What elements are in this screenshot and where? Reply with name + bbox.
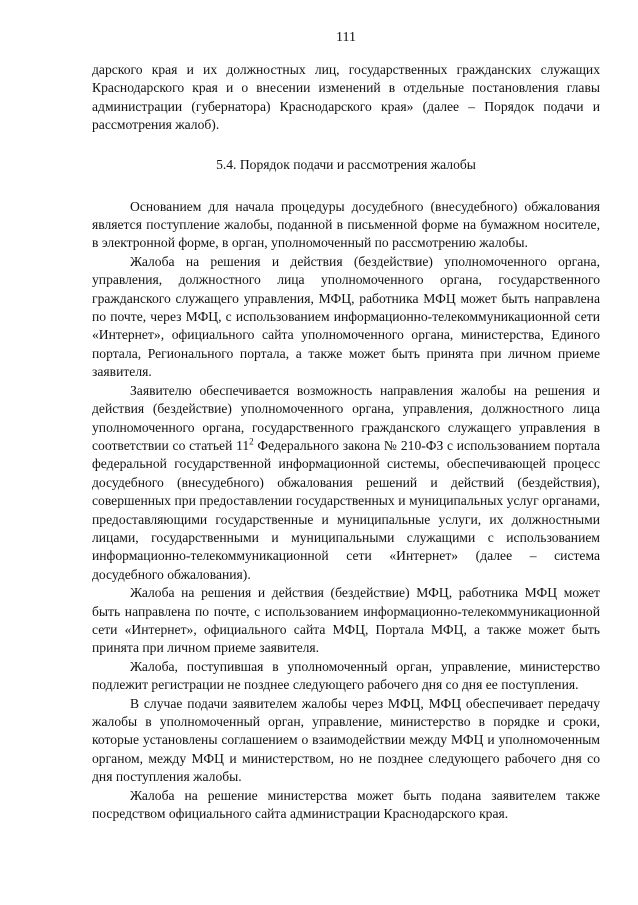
paragraph-pretrial-text-end: Федерального закона № 210-ФЗ с использованием портала федеральной государственной информационной системы, обеспечивающей процесс досудебного (внесудебного) обжалования решений и действий (бездействия), совершенных при предоставлении государственных и муниципальных услуг органами, предоставляющими государственные и муниципальные услуги, их должностными лицами, государственными и муниципальными служащими с использованием информационно-телекоммуникационной сети «Интернет» (далее – система досудебного обжалования).: [92, 437, 600, 582]
section-heading: 5.4. Порядок подачи и рассмотрения жалобы: [216, 156, 476, 172]
paragraph-ministry-website: Жалоба на решение министерства может быть подана заявителем также посредством официального сайта администрации Краснодарского края.: [92, 787, 600, 822]
intro-paragraph: дарского края и их должностных лиц, государственных гражданских служащих Краснодарского края и о внесении изменений в отдельные постановления главы администрации (губернатора) Краснодарского края» (далее – Порядок подачи и рассмотрения жалоб).: [92, 62, 600, 133]
article-superscript: 2: [249, 436, 254, 447]
paragraph-mfc-transfer: В случае подачи заявителем жалобы через МФЦ, МФЦ обеспечивает передачу жалобы в уполномоченный орган, управление, министерство в порядке и сроки, которые установлены соглашением о взаимодействии между МФЦ и уполномоченным органом, между МФЦ и министерством, но не позднее следующего рабочего дня со дня поступления жалобы.: [92, 695, 600, 785]
paragraph-complaint-channels: Жалоба на решения и действия (бездействие) уполномоченного органа, управления, должностного лица уполномоченного органа, государственного гражданского служащего управления, МФЦ, работника МФЦ может быть направлена по почте, через МФЦ, с использованием информационно-телекоммуникационной сети «Интернет», официального сайта уполномоченного органа, министерства, Единого портала, Регионального портала, а также может быть принята при личном приеме заявителя.: [92, 253, 600, 380]
paragraph-mfc-complaint: Жалоба на решения и действия (бездействие) МФЦ, работника МФЦ может быть направлена по почте, с использованием информационно-телекоммуникационной сети «Интернет», официального сайта МФЦ, Портала МФЦ, а также может быть принята при личном приеме заявителя.: [92, 585, 600, 656]
page-number: 111: [336, 30, 356, 45]
paragraph-pretrial-text-start: Заявителю обеспечивается возможность направления жалобы на решения и действия (бездействие) уполномоченного органа, управления, должностного лица уполномоченного органа, государственного гражданского служащего управления в соответствии со статьей 11: [92, 382, 600, 453]
paragraph-grounds: Основанием для начала процедуры досудебного (внесудебного) обжалования является поступление жалобы, поданной в письменной форме на бумажном носителе, в электронной форме, в орган, уполномоченный по рассмотрению жалобы.: [92, 198, 600, 251]
paragraph-registration: Жалоба, поступившая в уполномоченный орган, управление, министерство подлежит регистрации не позднее следующего рабочего дня со дня ее поступления.: [92, 658, 600, 693]
paragraph-pretrial-system: [92, 382, 600, 584]
document-page: [92, 30, 600, 823]
